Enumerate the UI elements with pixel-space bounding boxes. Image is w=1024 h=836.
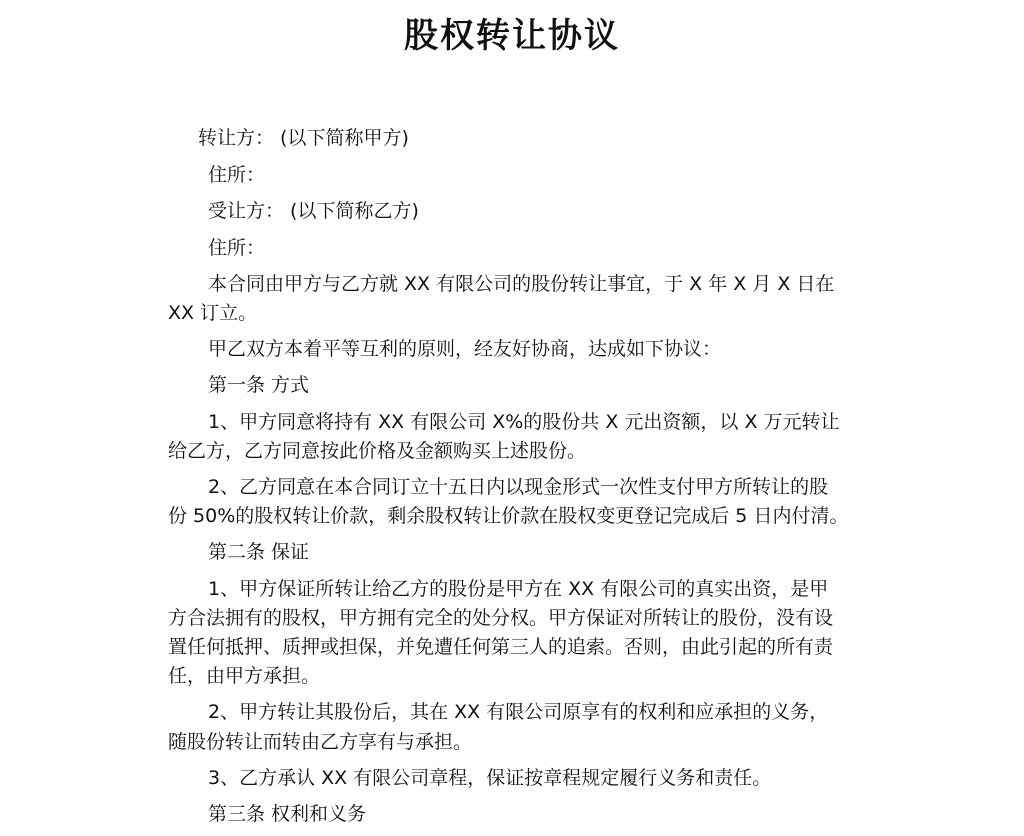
transferee-line: 受让方： (以下简称乙方) bbox=[208, 200, 419, 223]
article-1-item-1-line-2: 给乙方，乙方同意按此价格及金额购买上述股份。 bbox=[168, 439, 587, 462]
article-1-item-1 bbox=[168, 408, 868, 466]
article-3-heading: 第三条 权利和义务 bbox=[208, 803, 367, 826]
transferor-address-line: 住所： bbox=[208, 164, 266, 187]
article-1-item-2 bbox=[168, 473, 868, 531]
intro-line-2: XX 订立。 bbox=[168, 302, 258, 325]
article-2-item-2-line-2: 随股份转让而转由乙方享有与承担。 bbox=[168, 730, 473, 753]
article-2-item-1-line-3: 置任何抵押、质押或担保，并免遭任何第三人的追索。否则，由此引起的所有责 bbox=[168, 636, 834, 659]
article-2-item-2 bbox=[168, 698, 868, 756]
transferor-line: 转让方： (以下简称甲方) bbox=[198, 127, 409, 149]
article-2-item-3: 3、乙方承认 XX 有限公司章程，保证按章程规定履行义务和责任。 bbox=[208, 766, 772, 789]
document-title: 股权转让协议 bbox=[404, 16, 620, 56]
principle-paragraph: 甲乙双方本着平等互利的原则，经友好协商，达成如下协议： bbox=[208, 338, 722, 361]
intro-line-1: 本合同由甲方与乙方就 XX 有限公司的股份转让事宜，于 X 年 X 月 X 日在 bbox=[208, 272, 835, 295]
transferee-address-line: 住所： bbox=[208, 236, 266, 259]
article-1-heading: 第一条 方式 bbox=[208, 374, 310, 397]
article-2-item-1-line-1: 1、甲方保证所转让给乙方的股份是甲方在 XX 有限公司的真实出资，是甲 bbox=[208, 577, 829, 600]
article-2-item-2-line-1: 2、甲方转让其股份后，其在 XX 有限公司原享有的权利和应承担的义务， bbox=[208, 701, 829, 724]
article-2-item-1-line-2: 方合法拥有的股权，甲方拥有完全的处分权。甲方保证对所转让的股份，没有设 bbox=[168, 606, 834, 629]
document-body bbox=[168, 124, 868, 836]
article-2-heading: 第二条 保证 bbox=[208, 541, 310, 564]
article-1-item-2-line-2: 份 50%的股权转让价款，剩余股权转让价款在股权变更登记完成后 5 日内付清。 bbox=[168, 505, 849, 528]
article-2-item-1 bbox=[168, 575, 868, 692]
intro-paragraph bbox=[168, 270, 868, 328]
article-1-item-2-line-1: 2、乙方同意在本合同订立十五日内以现金形式一次性支付甲方所转让的股 bbox=[208, 476, 829, 499]
article-1-item-1-line-1: 1、甲方同意将持有 XX 有限公司 X%的股份共 X 元出资额，以 X 万元转让 bbox=[208, 410, 840, 433]
article-2-item-1-line-4: 任，由甲方承担。 bbox=[168, 665, 321, 688]
